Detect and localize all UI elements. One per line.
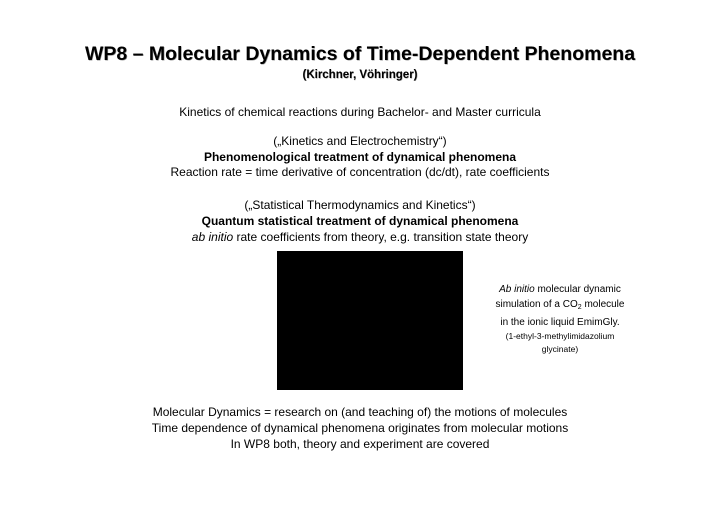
slide-title: WP8 – Molecular Dynamics of Time-Dependent Phenomena [84, 43, 636, 65]
caption-ab-initio: Ab initio [499, 284, 535, 295]
caption-co2-subscript: 2 [577, 304, 582, 311]
simulation-caption [480, 282, 640, 356]
slide-authors: (Kirchner, Vöhringer) [302, 69, 418, 81]
footer-line-2: Time dependence of dynamical phenomena originates from molecular motions [151, 421, 569, 435]
caption-line-1-rest: molecular dynamic [534, 284, 621, 295]
footer-line-3: In WP8 both, theory and experiment are covered [230, 437, 490, 451]
md-simulation-video[interactable] [277, 251, 463, 390]
course-2-text-rest: rate coefficients from theory, e.g. transition state theory [233, 230, 529, 244]
ab-initio-italic: ab initio [191, 230, 234, 244]
caption-line-2 [480, 297, 640, 315]
caption-line-4: (1-ethyl-3-methylimidazolium [505, 331, 615, 341]
footer-line-1: Molecular Dynamics = research on (and teaching of) the motions of molecules [152, 405, 568, 419]
course-1-text: Reaction rate = time derivative of concentration (dc/dt), rate coefficients [170, 165, 550, 179]
course-1-heading: Phenomenological treatment of dynamical phenomena [203, 150, 517, 164]
course-2-heading: Quantum statistical treatment of dynamical phenomena [201, 214, 519, 228]
caption-line-3: in the ionic liquid EmimGly. [500, 317, 620, 328]
course-2-text [0, 229, 720, 245]
course-2-name: („Statistical Thermodynamics and Kinetics“) [244, 198, 476, 212]
course-1-name: („Kinetics and Electrochemistry“) [273, 134, 447, 148]
intro-text: Kinetics of chemical reactions during Bachelor- and Master curricula [179, 105, 541, 119]
caption-line-2-a: simulation of a CO [495, 299, 578, 310]
caption-line-5: glycinate) [541, 344, 579, 354]
caption-line-1 [480, 282, 640, 297]
caption-line-2-b: molecule [581, 299, 625, 310]
